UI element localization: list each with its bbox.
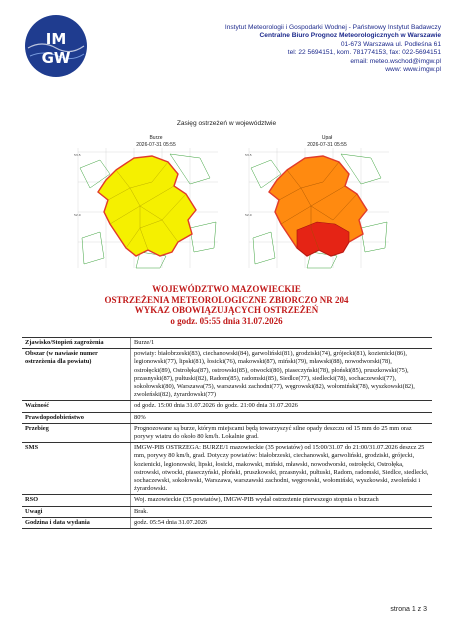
center-name: Centralne Biuro Prognoz Meteorologicznych w Warszawie: [259, 32, 441, 40]
value-sms: IMGW-PIB OSTRZEGA: BURZE/1 mazowieckie (35 powiatów) od 15:00/31.07 do 21:00/31.07.2026 deszcz 25 mm, porywy 80 km/h, grad. Dotyczy powiatów: białobrzeski, ciechanowski, garwoliński, grodziski, grójecki, kozienicki, legionowski, lipski, łosicki, makowski, miński, mławski, nowodworski, ostrołęcki, Ostrołęka, ostrowski, otwocki, piaseczyński, płoński, pruszkowski, przasnyski, pułtuski, Radom, radomski, Siedlce, siedlecki, sochaczewski, sokołowski, Warszawa, warszawski zachodni, węgrowski, wołomiński, wyszkowski, zwoleński i żyrardowski.: [131, 443, 433, 495]
value-area: powiaty: białobrzeski(83), ciechanowski(84), garwoliński(81), grodziski(74), grójecki(81), kozienicki(86), legionowski(77), lipski(81), łosicki(76), makowski(87), miński(79), mławski(88), nowodworski(78), ostrołęcki(89), Ostrołęka(87), ostrowski(85), otwocki(80), piaseczyński(78), płoński(85), pruszkowski(75), przasnyski(87), pułtuski(82), Radom(85), radomski(85), Siedlce(77), siedlecki(78), sochaczewski(77), sokołowski(80), Warszawa(75), warszawski zachodni(77), węgrowski(82), wołomiński(78), wyszkowski(82), zwoleński(82), żyrardowski(77): [131, 349, 433, 401]
row-rso: [22, 495, 432, 506]
value-issued: godz. 05:54 dnia 31.07.2026: [131, 517, 433, 528]
value-rso: Woj. mazowieckie (35 powiatów), IMGW-PIB wydał ostrzeżenie pierwszego stopnia o burzach: [131, 495, 433, 506]
map-caption-storms: [86, 135, 226, 148]
svg-text:53.5: 53.5: [74, 153, 81, 157]
value-probability: 80%: [131, 412, 433, 423]
warning-bulletin: OSTRZEŻENIA METEOROLOGICZNE ZBIORCZO NR 204: [104, 294, 349, 305]
row-issued: [22, 517, 432, 528]
map-storms: [70, 148, 220, 274]
row-sms: [22, 443, 432, 495]
warning-table: [22, 337, 432, 529]
institute-name: Instytut Meteorologii i Gospodarki Wodnej - Państwowy Instytut Badawczy: [224, 24, 441, 31]
warning-time: o godz. 05:55 dnia 31.07.2026: [170, 315, 283, 326]
svg-text:53.5: 53.5: [245, 153, 252, 157]
map-date-heat: 2026-07-31 05:55: [307, 141, 347, 148]
label-area: Obszar (w nawiasie numer ostrzeżenia dla powiatu): [22, 349, 131, 401]
label-course: Przebieg: [22, 423, 131, 442]
row-notes: [22, 506, 432, 517]
logo-text-top: IM: [45, 30, 67, 48]
header-info: [141, 24, 441, 74]
map-date-storms: 2026-07-31 05:55: [136, 141, 176, 148]
address: 01-673 Warszawa ul. Podleśna 61: [340, 40, 441, 48]
label-rso: RSO: [22, 495, 131, 506]
value-phenomenon: Burze/1: [131, 338, 433, 349]
row-phenomenon: [22, 338, 432, 349]
maps-title: Zasięg ostrzeżeń w województwie: [176, 120, 277, 127]
warning-list-title: WYKAZ OBOWIĄZUJĄCYCH OSTRZEŻEŃ: [134, 305, 319, 316]
email[interactable]: email: meteo.wschod@imgw.pl: [350, 57, 441, 65]
label-issued: Godzina i data wydania: [22, 517, 131, 528]
row-course: [22, 423, 432, 442]
label-sms: SMS: [22, 443, 131, 495]
warning-header: [0, 284, 453, 326]
page-number: strona 1 z 3: [390, 606, 427, 613]
svg-text:52.0: 52.0: [74, 213, 81, 217]
website[interactable]: www: www.imgw.pl: [385, 66, 441, 74]
row-probability: [22, 412, 432, 423]
svg-text:52.0: 52.0: [245, 213, 252, 217]
row-area: [22, 349, 432, 401]
label-phenomenon: Zjawisko/Stopień zagrożenia: [22, 338, 131, 349]
map-label-heat: Upał: [321, 135, 333, 141]
logo-text-bottom: GW: [41, 49, 71, 67]
label-validity: Ważność: [22, 401, 131, 412]
value-notes: Brak.: [131, 506, 433, 517]
label-probability: Prawdopodobieństwo: [22, 412, 131, 423]
map-label-storms: Burze: [149, 135, 163, 141]
map-caption-heat: [257, 135, 397, 148]
phone: tel: 22 5694151, kom. 781774153, fax: 022-5694151: [287, 49, 441, 57]
value-validity: od godz. 15:00 dnia 31.07.2026 do godz. 21:00 dnia 31.07.2026: [131, 401, 433, 412]
map-heat: [241, 148, 391, 274]
label-notes: Uwagi: [22, 506, 131, 517]
row-validity: [22, 401, 432, 412]
value-course: Prognozowane są burze, którym miejscami będą towarzyszyć silne opady deszczu od 15 mm do 25 mm oraz porywy wiatru do około 80 km/h. Lokalnie grad.: [131, 423, 433, 442]
imgw-logo: [24, 14, 88, 78]
warning-region: WOJEWÓDZTWO MAZOWIECKIE: [152, 284, 301, 294]
